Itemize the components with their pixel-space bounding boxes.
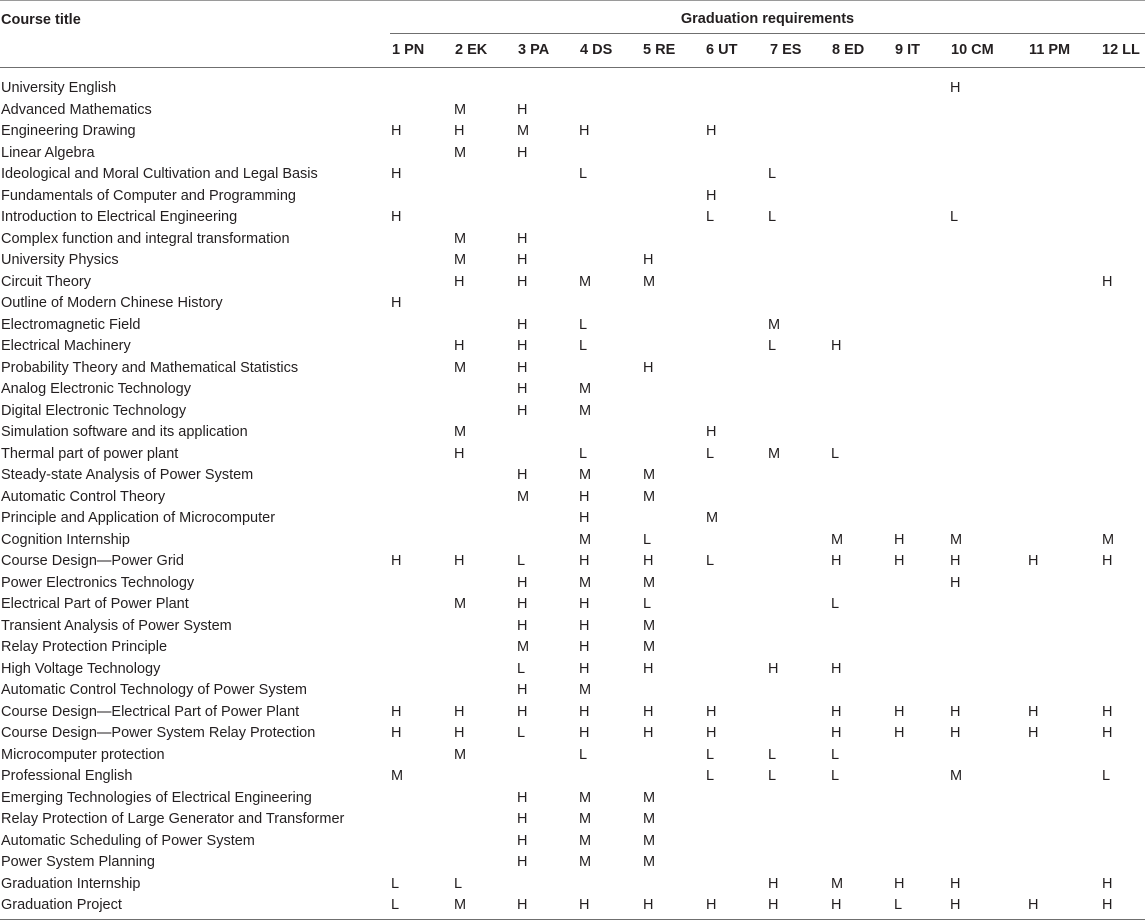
col-header-5: 5 RE (643, 42, 676, 58)
table-row (0, 293, 1145, 315)
col-header-3: 3 PA (518, 42, 550, 58)
requirement-level-cell: M (517, 639, 530, 655)
requirement-level-cell: H (517, 381, 528, 397)
course-title-cell: Fundamentals of Computer and Programming (1, 187, 296, 204)
requirement-level-cell: M (643, 811, 656, 827)
course-title-cell: Graduation Project (1, 897, 122, 913)
requirement-level-cell: H (894, 531, 905, 548)
requirement-level-cell: L (950, 209, 959, 225)
requirement-level-cell: H (831, 338, 842, 354)
requirement-level-cell: H (391, 725, 402, 741)
requirement-level-cell: M (517, 488, 530, 505)
course-title-cell: Thermal part of power plant (1, 445, 179, 462)
table-top-rule (0, 0, 1145, 1)
requirement-level-cell: M (643, 854, 656, 870)
course-title-cell: Outline of Modern Chinese History (1, 295, 223, 311)
table-row (0, 745, 1145, 767)
table-row (0, 272, 1145, 294)
requirement-level-cell: M (768, 445, 781, 462)
course-title-cell: University Physics (1, 252, 119, 268)
requirement-level-cell: M (579, 402, 592, 419)
table-row (0, 895, 1145, 917)
course-title-cell: Electrical Part of Power Plant (1, 596, 189, 612)
requirement-level-cell: M (579, 789, 592, 806)
course-title-cell: Engineering Drawing (1, 123, 136, 139)
course-title-cell: Relay Protection of Large Generator and Transformer (1, 811, 345, 827)
course-title-cell: University English (1, 80, 117, 96)
table-row (0, 809, 1145, 831)
requirement-level-cell: L (579, 445, 588, 462)
requirement-level-cell: H (517, 574, 528, 591)
requirement-level-cell: H (1028, 725, 1039, 741)
requirement-level-cell: H (706, 187, 717, 204)
requirement-level-cell: H (643, 660, 654, 677)
requirement-level-cell: H (391, 209, 402, 225)
requirement-level-cell: L (768, 166, 777, 182)
requirement-level-cell: H (950, 875, 961, 892)
table-row (0, 530, 1145, 552)
requirement-level-cell: L (831, 596, 840, 612)
requirement-level-cell: M (831, 531, 844, 548)
requirement-level-cell: H (454, 123, 465, 139)
table-row (0, 422, 1145, 444)
course-title-cell: Cognition Internship (1, 531, 130, 548)
course-title-cell: Course Design—Power Grid (1, 553, 184, 569)
requirement-level-cell: H (768, 897, 779, 913)
course-title-cell: Principle and Application of Microcomputer (1, 510, 276, 526)
table-row (0, 229, 1145, 251)
table-row (0, 766, 1145, 788)
table-body (0, 78, 1145, 917)
requirement-level-cell: M (579, 682, 592, 698)
table-row (0, 465, 1145, 487)
requirement-level-cell: H (579, 639, 590, 655)
course-title-cell: Relay Protection Principle (1, 639, 168, 655)
course-title-header: Course title (1, 12, 81, 28)
requirement-level-cell: H (643, 703, 654, 720)
group-header-rule (390, 33, 1145, 34)
requirement-level-cell: H (579, 660, 590, 677)
table-bottom-rule (0, 919, 1145, 920)
requirement-level-cell: L (831, 746, 840, 763)
graduation-requirements-header: Graduation requirements (680, 11, 855, 27)
table-row (0, 551, 1145, 573)
table-row (0, 164, 1145, 186)
requirement-level-cell: H (950, 703, 961, 720)
requirement-level-cell: H (768, 875, 779, 892)
requirement-level-cell: H (517, 682, 528, 698)
table-row (0, 315, 1145, 337)
requirement-level-cell: L (454, 875, 463, 892)
requirement-level-cell: H (391, 295, 402, 311)
requirement-level-cell: H (579, 553, 590, 569)
requirement-level-cell: L (706, 553, 715, 569)
course-title-cell: Advanced Mathematics (1, 101, 152, 118)
course-title-cell: Course Design—Power System Relay Protection (1, 725, 316, 741)
requirement-level-cell: H (579, 897, 590, 913)
course-title-cell: Simulation software and its application (1, 424, 248, 440)
requirement-level-cell: M (454, 424, 467, 440)
table-row (0, 250, 1145, 272)
requirement-level-cell: L (768, 768, 777, 784)
table-row (0, 444, 1145, 466)
requirement-level-cell: H (517, 230, 528, 247)
requirement-level-cell: M (454, 596, 467, 612)
requirement-level-cell: M (454, 252, 467, 268)
requirement-level-cell: L (579, 746, 588, 763)
requirement-level-cell: M (768, 316, 781, 333)
requirement-level-cell: M (643, 273, 656, 290)
requirement-level-cell: M (643, 639, 656, 655)
requirement-level-cell: H (706, 897, 717, 913)
requirement-level-cell: M (643, 832, 656, 849)
requirement-level-cell: M (643, 467, 656, 483)
col-header-6: 6 UT (706, 42, 738, 58)
requirement-level-cell: M (950, 768, 963, 784)
requirement-level-cell: H (517, 467, 528, 483)
requirement-level-cell: H (517, 596, 528, 612)
requirement-level-cell: M (454, 101, 467, 118)
col-header-8: 8 ED (832, 42, 865, 58)
table-row (0, 659, 1145, 681)
requirement-level-cell: L (831, 445, 840, 462)
requirement-level-cell: L (706, 209, 715, 225)
requirement-level-cell: H (454, 703, 465, 720)
requirement-level-cell: M (706, 510, 719, 526)
requirement-level-cell: M (579, 467, 592, 483)
requirement-level-cell: M (454, 897, 467, 913)
table-row (0, 358, 1145, 380)
requirement-level-cell: H (768, 660, 779, 677)
course-title-cell: Graduation Internship (1, 875, 141, 892)
col-header-7: 7 ES (770, 42, 802, 58)
requirement-level-cell: L (579, 166, 588, 182)
requirement-level-cell: H (517, 789, 528, 806)
requirement-level-cell: H (579, 488, 590, 505)
requirement-level-cell: H (706, 123, 717, 139)
requirement-level-cell: M (517, 123, 530, 139)
requirement-level-cell: M (643, 488, 656, 505)
requirement-level-cell: H (517, 144, 528, 161)
requirement-level-cell: H (643, 252, 654, 268)
requirement-level-cell: M (579, 832, 592, 849)
requirement-level-cell: H (454, 553, 465, 569)
requirement-level-cell: L (391, 897, 400, 913)
requirement-level-cell: M (1102, 531, 1115, 548)
table-row (0, 594, 1145, 616)
table-row (0, 788, 1145, 810)
requirement-level-cell: L (517, 725, 526, 741)
course-title-cell: Complex function and integral transformation (1, 230, 290, 247)
course-title-cell: Linear Algebra (1, 144, 95, 161)
requirement-level-cell: H (831, 660, 842, 677)
requirement-level-cell: H (1028, 553, 1039, 569)
requirement-level-cell: L (894, 897, 903, 913)
requirement-level-cell: H (517, 273, 528, 290)
course-title-cell: High Voltage Technology (1, 660, 161, 677)
course-title-cell: Introduction to Electrical Engineering (1, 209, 238, 225)
table-row (0, 487, 1145, 509)
requirement-level-cell: L (706, 746, 715, 763)
course-title-cell: Analog Electronic Technology (1, 381, 191, 397)
requirement-level-cell: H (391, 123, 402, 139)
requirement-level-cell: H (517, 338, 528, 354)
requirement-level-cell: H (1102, 273, 1113, 290)
requirement-level-cell: M (643, 789, 656, 806)
requirement-level-cell: H (643, 897, 654, 913)
requirement-level-cell: M (579, 381, 592, 397)
course-title-cell: Automatic Scheduling of Power System (1, 832, 255, 849)
requirement-level-cell: H (454, 273, 465, 290)
requirement-level-cell: H (517, 617, 528, 634)
requirement-level-cell: H (517, 101, 528, 118)
header-bottom-rule (0, 67, 1145, 68)
requirement-level-cell: H (517, 316, 528, 333)
table-row (0, 616, 1145, 638)
requirement-level-cell: H (831, 725, 842, 741)
requirement-level-cell: L (768, 209, 777, 225)
requirement-level-cell: M (950, 531, 963, 548)
requirement-level-cell: L (831, 768, 840, 784)
table-row (0, 100, 1145, 122)
requirement-level-cell: H (706, 703, 717, 720)
course-title-cell: Ideological and Moral Cultivation and Legal Basis (1, 166, 318, 182)
course-title-cell: Circuit Theory (1, 273, 91, 290)
requirement-level-cell: M (454, 359, 467, 376)
requirement-level-cell: L (391, 875, 400, 892)
table-row (0, 78, 1145, 100)
col-header-10: 10 CM (951, 42, 994, 58)
requirement-level-cell: H (831, 897, 842, 913)
requirement-level-cell: L (579, 338, 588, 354)
requirement-level-cell: H (1102, 725, 1113, 741)
requirement-level-cell: H (517, 703, 528, 720)
requirement-level-cell: H (517, 811, 528, 827)
requirement-level-cell: H (517, 359, 528, 376)
course-title-cell: Transient Analysis of Power System (1, 617, 232, 634)
requirement-level-cell: M (831, 875, 844, 892)
table-row (0, 186, 1145, 208)
requirement-level-cell: H (517, 252, 528, 268)
requirement-level-cell: H (454, 445, 465, 462)
col-header-1: 1 PN (392, 42, 425, 58)
table-row (0, 143, 1145, 165)
requirement-level-cell: H (579, 510, 590, 526)
requirement-level-cell: H (454, 338, 465, 354)
table-row (0, 379, 1145, 401)
requirement-level-cell: H (1102, 897, 1113, 913)
requirement-level-cell: H (1028, 703, 1039, 720)
requirement-level-cell: M (643, 617, 656, 634)
requirement-level-cell: L (706, 768, 715, 784)
col-header-2: 2 EK (455, 42, 488, 58)
requirement-level-cell: H (706, 424, 717, 440)
requirement-level-cell: H (1028, 897, 1039, 913)
course-title-cell: Course Design—Electrical Part of Power Plant (1, 703, 300, 720)
requirement-level-cell: L (579, 316, 588, 333)
course-title-cell: Professional English (1, 768, 133, 784)
requirement-level-cell: M (579, 854, 592, 870)
course-title-cell: Emerging Technologies of Electrical Engineering (1, 789, 312, 806)
requirement-level-cell: M (643, 574, 656, 591)
table-row (0, 207, 1145, 229)
requirement-level-cell: H (454, 725, 465, 741)
requirement-level-cell: H (643, 725, 654, 741)
table-row (0, 852, 1145, 874)
requirement-level-cell: M (454, 144, 467, 161)
table-row (0, 573, 1145, 595)
requirement-level-cell: H (1102, 875, 1113, 892)
requirement-level-cell: H (706, 725, 717, 741)
table-row (0, 874, 1145, 896)
requirement-level-cell: H (950, 80, 961, 96)
requirement-level-cell: L (706, 445, 715, 462)
requirement-level-cell: H (950, 725, 961, 741)
course-title-cell: Microcomputer protection (1, 746, 165, 763)
requirement-level-cell: H (831, 703, 842, 720)
col-header-9: 9 IT (895, 42, 920, 58)
requirement-level-cell: L (643, 531, 652, 548)
requirement-level-cell: M (579, 273, 592, 290)
requirement-level-cell: L (517, 660, 526, 677)
table-row (0, 723, 1145, 745)
table-row (0, 508, 1145, 530)
table-row (0, 680, 1145, 702)
table-row (0, 831, 1145, 853)
requirement-level-cell: M (579, 811, 592, 827)
course-title-cell: Automatic Control Technology of Power System (1, 682, 307, 698)
course-title-cell: Power System Planning (1, 854, 155, 870)
course-title-cell: Digital Electronic Technology (1, 402, 187, 419)
col-header-11: 11 PM (1029, 42, 1071, 58)
requirement-level-cell: H (831, 553, 842, 569)
table-row (0, 121, 1145, 143)
requirement-level-cell: H (1102, 703, 1113, 720)
col-header-12: 12 LL (1102, 42, 1140, 58)
table-row (0, 336, 1145, 358)
course-title-cell: Electrical Machinery (1, 338, 131, 354)
requirement-level-cell: H (643, 553, 654, 569)
requirement-level-cell: H (517, 832, 528, 849)
requirement-level-cell: M (391, 768, 404, 784)
requirement-level-cell: L (517, 553, 526, 569)
requirement-level-cell: H (517, 897, 528, 913)
course-title-cell: Automatic Control Theory (1, 488, 166, 505)
col-header-4: 4 DS (580, 42, 613, 58)
course-title-cell: Electromagnetic Field (1, 316, 141, 333)
requirement-level-cell: H (894, 703, 905, 720)
requirement-level-cell: H (579, 725, 590, 741)
course-title-cell: Probability Theory and Mathematical Statistics (1, 359, 299, 376)
course-title-cell: Power Electronics Technology (1, 574, 195, 591)
requirement-level-cell: H (517, 402, 528, 419)
requirement-level-cell: H (517, 854, 528, 870)
requirement-level-cell: H (579, 596, 590, 612)
requirement-level-cell: L (643, 596, 652, 612)
requirement-level-cell: H (950, 553, 961, 569)
requirement-level-cell: L (768, 338, 777, 354)
requirement-level-cell: M (579, 574, 592, 591)
requirement-level-cell: H (579, 703, 590, 720)
requirement-level-cell: H (579, 617, 590, 634)
table-row (0, 702, 1145, 724)
requirement-level-cell: M (454, 230, 467, 247)
requirement-level-cell: H (391, 166, 402, 182)
requirement-level-cell: L (1102, 768, 1111, 784)
course-title-cell: Steady-state Analysis of Power System (1, 467, 254, 483)
requirement-level-cell: H (950, 574, 961, 591)
requirement-level-cell: L (768, 746, 777, 763)
table-row (0, 401, 1145, 423)
requirement-level-cell: M (579, 531, 592, 548)
table-row (0, 637, 1145, 659)
requirement-level-cell: H (894, 725, 905, 741)
requirement-level-cell: H (579, 123, 590, 139)
requirement-level-cell: H (894, 875, 905, 892)
requirement-level-cell: M (454, 746, 467, 763)
requirement-level-cell: H (950, 897, 961, 913)
requirement-level-cell: H (894, 553, 905, 569)
requirement-level-cell: H (391, 553, 402, 569)
requirement-level-cell: H (1102, 553, 1113, 569)
requirement-level-cell: H (643, 359, 654, 376)
requirement-level-cell: H (391, 703, 402, 720)
